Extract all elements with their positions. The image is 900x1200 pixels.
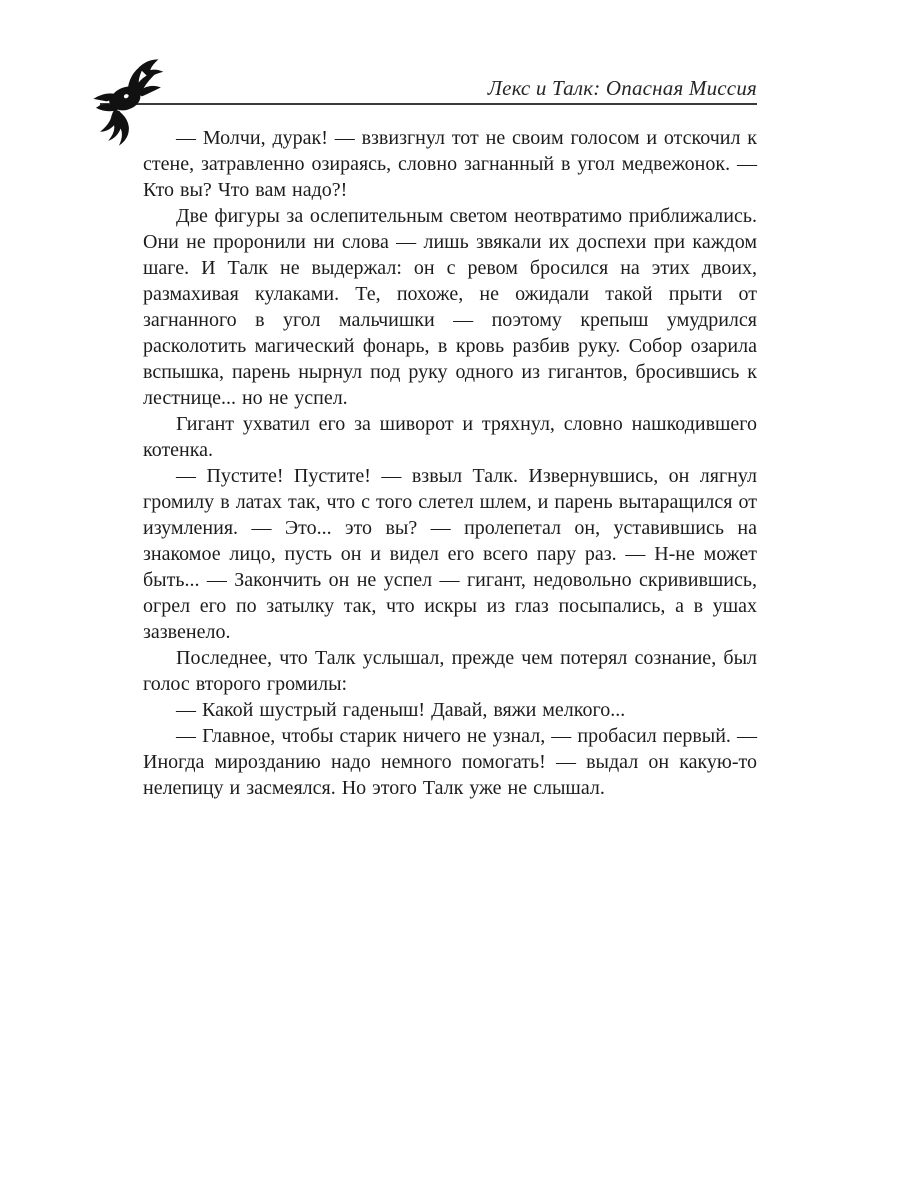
paragraph: Две фигуры за ослепительным светом неотвратимо приближались. Они не проронили ни слова — лишь звякали их доспехи при каждом шаге. И Талк не выдержал: он с ревом бросился на этих двоих, размахивая кулаками. Те, похоже, не ожидали такой прыти от загнанного в угол мальчишки — поэтому крепыш умудрился расколотить магический фонарь, в кровь разбив руку. Собор озарила вспышка, парень нырнул под руку одного из гигантов, бросившись к лестнице... но не успел. — [143, 205, 757, 409]
paragraph: — Молчи, дурак! — взвизгнул тот не своим голосом и отскочил к стене, затравленно озираясь, словно загнанный в угол медвежонок. — Кто вы? Что вам надо?! — [143, 127, 757, 201]
text-block — [143, 125, 757, 801]
paragraph: — Главное, чтобы старик ничего не узнал, — пробасил первый. — Иногда мирозданию надо немного помогать! — выдал он какую-то нелепицу и засмеялся. Но этого Талк уже не слышал. — [143, 725, 757, 799]
paragraph: — Какой шустрый гаденыш! Давай, вяжи мелкого... — [176, 699, 626, 721]
running-title: Лекс и Талк: Опасная Миссия — [487, 76, 757, 100]
paragraph: Последнее, что Талк услышал, прежде чем потерял сознание, был голос второго громилы: — [143, 647, 757, 695]
paragraph: Гигант ухватил его за шиворот и тряхнул, словно нашкодившего котенка. — [143, 413, 757, 461]
paragraph: — Пустите! Пустите! — взвыл Талк. Извернувшись, он лягнул громилу в латах так, что с того слетел шлем, и парень вытаращился от изумления. — Это... это вы? — пролепетал он, уставившись на знакомое лицо, пусть он и видел его всего пару раз. — Н-не может быть... — Закончить он не успел — гигант, недовольно скривившись, огрел его по затылку так, что искры из глаз посыпались, а в ушах зазвенело. — [143, 465, 757, 643]
header-rule — [100, 103, 757, 105]
dragon-icon — [91, 56, 165, 150]
